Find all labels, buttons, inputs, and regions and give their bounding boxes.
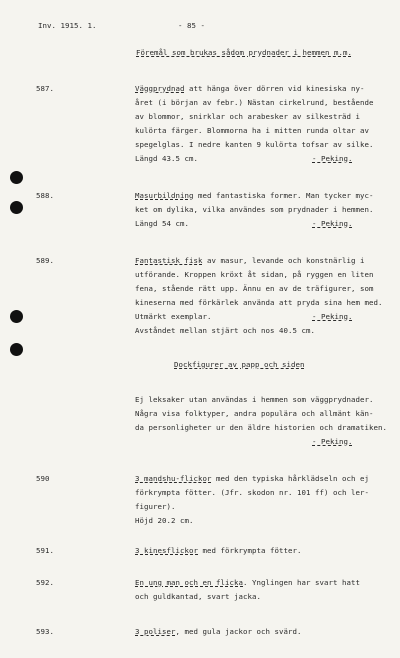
entry-line: Fantastisk fisk av masur, levande och konstnärlig i [135, 256, 365, 265]
entry-line: fena, stående rätt upp. Ännu en av de träfigurer, som [135, 284, 374, 293]
entry-line-rest: att hänga över dörren vid kinesiska ny- [184, 84, 365, 93]
entry-line: En ung man och en flicka. Ynglingen har svart hatt [135, 578, 360, 587]
entry-number: 591. [36, 546, 54, 555]
entry-place: - Peking. [312, 312, 353, 321]
entry-line: året (i början av febr.) Nästan cirkelrund, bestående [135, 98, 374, 107]
punch-hole [10, 310, 23, 323]
entry-number: 590 [36, 474, 50, 483]
inventory-label: Inv. 1915. 1. [38, 21, 97, 30]
entry-line: och guldkantad, svart jacka. [135, 592, 261, 601]
entry-line: ket om dylika, vilka användes som prydnader i hemmen. [135, 205, 374, 214]
entry-line: kulörta färger. Blommorna ha i mitten runda oltar av [135, 126, 369, 135]
entry-line: Utmärkt exemplar. [135, 312, 212, 321]
entry-line: Längd 43.5 cm. [135, 154, 198, 163]
intro-line: Ej leksaker utan användas i hemmen som väggprydnader. [135, 395, 374, 404]
punch-hole [10, 171, 23, 184]
entry-line [135, 84, 364, 93]
section-title: Föremål som brukas sådom prydnader i hemmen m.m. [136, 48, 352, 57]
entry-line: kineserna med förkärlek använda att pryda sina hem med. [135, 298, 383, 307]
punch-hole [10, 201, 23, 214]
entry-line: Höjd 20.2 cm. [135, 516, 194, 525]
entry-line: Masurbildning med fantastiska former. Man tycker myc- [135, 191, 374, 200]
entry-number: 589. [36, 256, 54, 265]
entry-line: Avståndet mellan stjärt och nos 40.5 cm. [135, 326, 315, 335]
entry-number: 588. [36, 191, 54, 200]
subsection-title: Dockfigurer av papp och siden [174, 360, 305, 369]
entry-number: 587. [36, 84, 54, 93]
entry-place: - Peking. [312, 154, 353, 163]
entry-line: 3 kinesflickor med förkrympta fötter. [135, 546, 302, 555]
intro-line: da personligheter ur den äldre historien och dramatiken. [135, 423, 387, 432]
entry-line: Längd 54 cm. [135, 219, 189, 228]
page-number: - 85 - [178, 21, 205, 30]
entry-line: utförande. Kroppen kröxt åt sidan, på ryggen en liten [135, 270, 374, 279]
entry-keyword: Väggprydnad [135, 84, 185, 93]
entry-number: 593. [36, 627, 54, 636]
entry-line: spegelglas. I nedre kanten 9 kulörta tofsar av silke. [135, 140, 374, 149]
entry-line: 3 poliser, med gula jackor och svärd. [135, 627, 302, 636]
entry-place: - Peking. [312, 219, 353, 228]
punch-hole [10, 343, 23, 356]
entry-line: figurer). [135, 502, 176, 511]
intro-place: - Peking. [312, 437, 353, 446]
entry-line: av blommor, snirklar och arabesker av silkesträd i [135, 112, 360, 121]
intro-line: Några visa folktyper, andra populära och allmänt kän- [135, 409, 374, 418]
entry-line: 3 mandshu-flickor med den typiska hårklädseln och ej [135, 474, 369, 483]
entry-line: förkrympta fötter. (Jfr. skodon nr. 101 ff) och ler- [135, 488, 369, 497]
entry-number: 592. [36, 578, 54, 587]
